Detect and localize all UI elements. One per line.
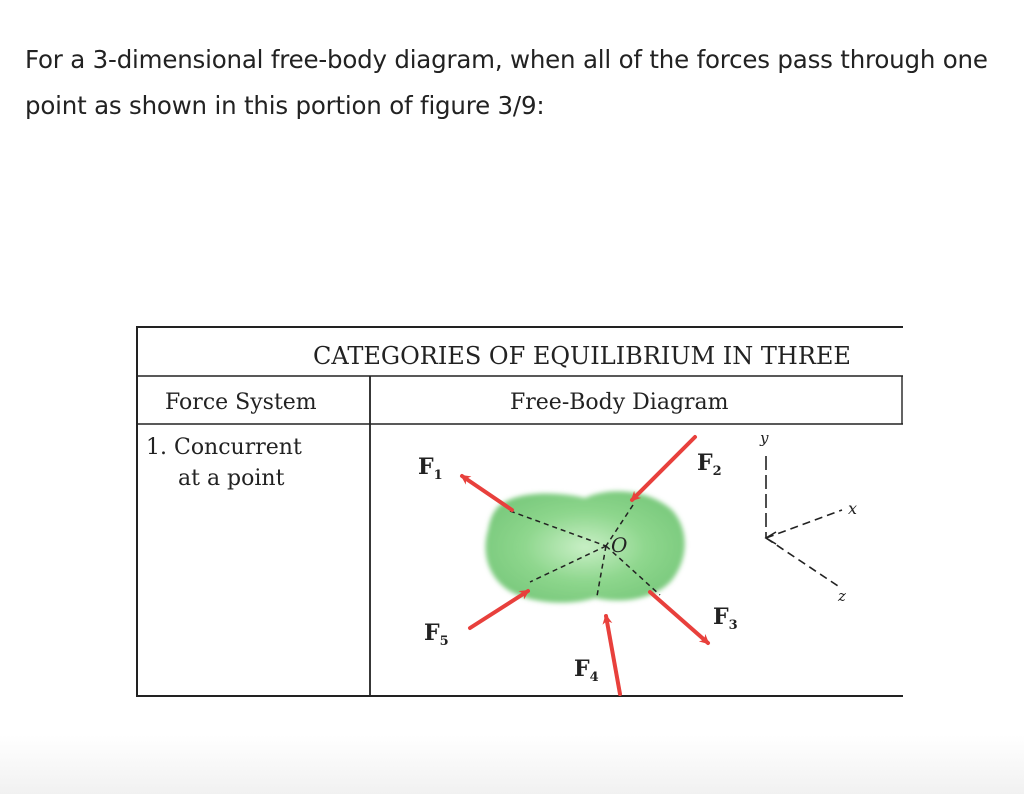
force-label-f1: $F_1$: [418, 454, 443, 483]
force-arrow-f1: [462, 476, 512, 510]
force-label-f3: $F_3$: [713, 604, 738, 633]
force-arrow-f3: [650, 592, 708, 643]
column-header-free-body-diagram: Free-Body Diagram: [510, 390, 729, 415]
column-header-force-system: Force System: [165, 390, 317, 415]
force-arrow-f2: [632, 437, 695, 500]
force-label-f2: $F_2$: [697, 450, 722, 479]
row-label-concurrent: 1. Concurrent: [146, 435, 302, 460]
coordinate-axes: [766, 456, 842, 586]
force-arrow-f5: [470, 591, 528, 628]
axis-label-y: y: [760, 429, 769, 447]
force-arrow-f4: [606, 616, 620, 694]
origin-label: O: [611, 533, 628, 557]
table-title: CATEGORIES OF EQUILIBRIUM IN THREE: [313, 342, 851, 370]
row-label-at-a-point: at a point: [178, 466, 285, 491]
rigid-body-blob: [485, 491, 684, 602]
force-label-f5: $F_5$: [424, 620, 449, 649]
question-text: For a 3-dimensional free-body diagram, when all of the forces pass through one point as shown in this portion of figure 3/9:: [25, 45, 988, 120]
bottom-fade: [0, 735, 1024, 794]
axis-label-z: z: [838, 587, 846, 605]
axis-label-x: x: [848, 499, 858, 518]
force-label-f4: $F_4$: [574, 656, 599, 685]
